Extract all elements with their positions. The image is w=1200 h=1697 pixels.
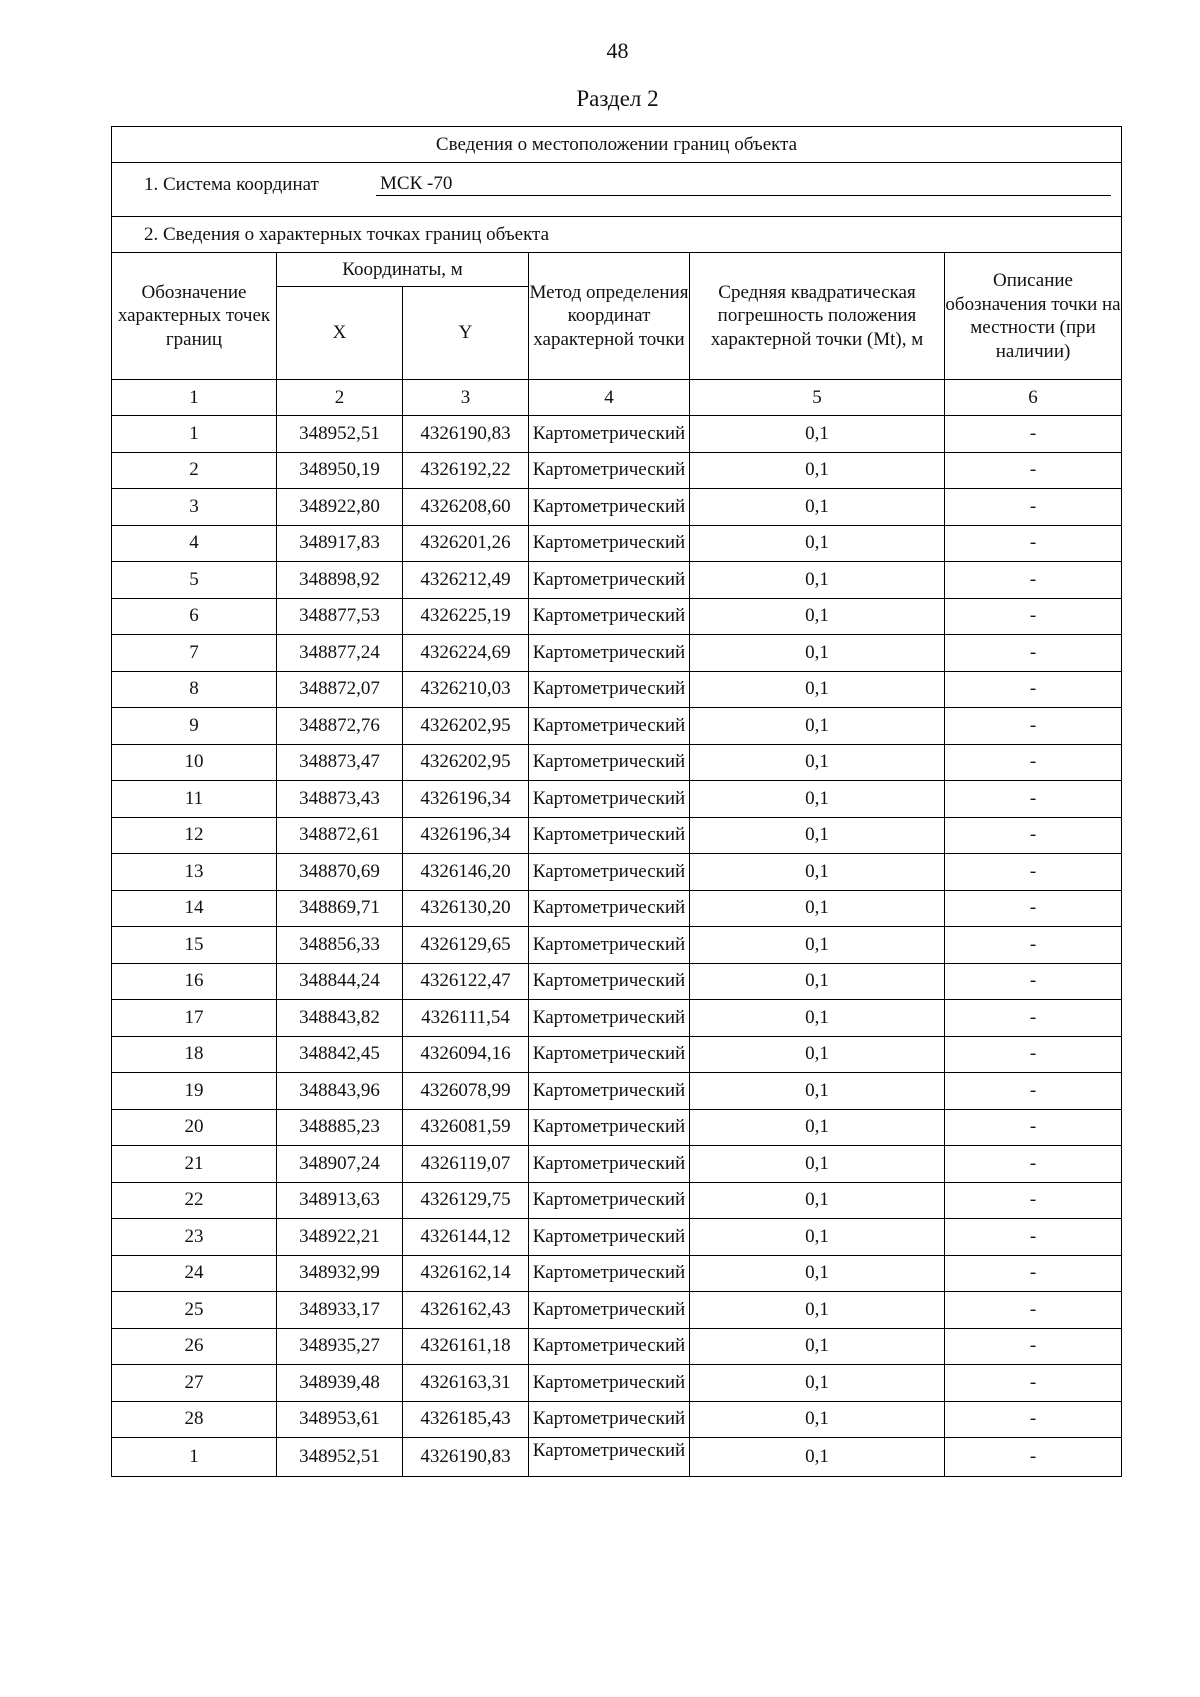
point-cell: 26 bbox=[112, 1328, 277, 1365]
description-cell: - bbox=[945, 1219, 1122, 1256]
y-coordinate-cell: 4326212,49 bbox=[403, 562, 529, 599]
description-cell: - bbox=[945, 1036, 1122, 1073]
description-cell: - bbox=[945, 854, 1122, 891]
x-coordinate-cell: 348872,61 bbox=[277, 817, 403, 854]
table-row bbox=[112, 635, 1122, 672]
description-cell: - bbox=[945, 1255, 1122, 1292]
x-coordinate-cell: 348869,71 bbox=[277, 890, 403, 927]
point-cell: 18 bbox=[112, 1036, 277, 1073]
x-coordinate-cell: 348953,61 bbox=[277, 1401, 403, 1438]
coord-system-label: 1. Система координат bbox=[144, 174, 319, 195]
table-row bbox=[112, 1292, 1122, 1329]
page-number: 48 bbox=[606, 38, 629, 63]
point-cell: 8 bbox=[112, 671, 277, 708]
header-method: Метод определения координат характерной точки bbox=[529, 253, 690, 380]
point-cell: 22 bbox=[112, 1182, 277, 1219]
y-coordinate-cell: 4326196,34 bbox=[403, 781, 529, 818]
x-coordinate-cell: 348843,82 bbox=[277, 1000, 403, 1037]
x-coordinate-cell: 348877,53 bbox=[277, 598, 403, 635]
error-cell: 0,1 bbox=[690, 708, 945, 745]
table-row bbox=[112, 1182, 1122, 1219]
method-cell: Картометрический bbox=[529, 963, 690, 1000]
y-coordinate-cell: 4326185,43 bbox=[403, 1401, 529, 1438]
description-cell: - bbox=[945, 1146, 1122, 1183]
point-cell: 13 bbox=[112, 854, 277, 891]
error-cell: 0,1 bbox=[690, 1073, 945, 1110]
x-coordinate-cell: 348877,24 bbox=[277, 635, 403, 672]
description-cell: - bbox=[945, 1073, 1122, 1110]
table-row bbox=[112, 1401, 1122, 1438]
x-coordinate-cell: 348873,47 bbox=[277, 744, 403, 781]
table-row bbox=[112, 1255, 1122, 1292]
y-coordinate-cell: 4326190,83 bbox=[403, 416, 529, 453]
point-cell: 7 bbox=[112, 635, 277, 672]
table-row bbox=[112, 562, 1122, 599]
description-cell: - bbox=[945, 817, 1122, 854]
column-number: 3 bbox=[403, 380, 529, 416]
method-cell: Картометрический bbox=[529, 744, 690, 781]
error-cell: 0,1 bbox=[690, 927, 945, 964]
description-cell: - bbox=[945, 1292, 1122, 1329]
x-coordinate-cell: 348907,24 bbox=[277, 1146, 403, 1183]
point-cell: 4 bbox=[112, 525, 277, 562]
point-cell: 10 bbox=[112, 744, 277, 781]
section-title: Раздел 2 bbox=[576, 86, 659, 111]
description-cell: - bbox=[945, 598, 1122, 635]
x-coordinate-cell: 348898,92 bbox=[277, 562, 403, 599]
method-cell: Картометрический bbox=[529, 1073, 690, 1110]
error-cell: 0,1 bbox=[690, 1109, 945, 1146]
table-row bbox=[112, 416, 1122, 453]
point-cell: 14 bbox=[112, 890, 277, 927]
column-numbers-row bbox=[112, 380, 1122, 416]
x-coordinate-cell: 348856,33 bbox=[277, 927, 403, 964]
header-description: Описание обозначения точки на местности (при наличии) bbox=[945, 253, 1122, 380]
y-coordinate-cell: 4326225,19 bbox=[403, 598, 529, 635]
method-cell: Картометрический bbox=[529, 890, 690, 927]
column-number: 6 bbox=[945, 380, 1122, 416]
method-cell: Картометрический bbox=[529, 817, 690, 854]
y-coordinate-cell: 4326210,03 bbox=[403, 671, 529, 708]
column-number: 2 bbox=[277, 380, 403, 416]
x-coordinate-cell: 348872,76 bbox=[277, 708, 403, 745]
method-cell: Картометрический bbox=[529, 781, 690, 818]
x-coordinate-cell: 348844,24 bbox=[277, 963, 403, 1000]
point-cell: 9 bbox=[112, 708, 277, 745]
point-cell: 1 bbox=[112, 1438, 277, 1477]
description-cell: - bbox=[945, 708, 1122, 745]
method-cell: Картометрический bbox=[529, 1036, 690, 1073]
error-cell: 0,1 bbox=[690, 452, 945, 489]
table-row bbox=[112, 963, 1122, 1000]
table-row bbox=[112, 489, 1122, 526]
error-cell: 0,1 bbox=[690, 489, 945, 526]
error-cell: 0,1 bbox=[690, 598, 945, 635]
table-row bbox=[112, 671, 1122, 708]
x-coordinate-cell: 348870,69 bbox=[277, 854, 403, 891]
y-coordinate-cell: 4326162,43 bbox=[403, 1292, 529, 1329]
table-row bbox=[112, 1146, 1122, 1183]
method-cell: Картометрический bbox=[529, 489, 690, 526]
x-coordinate-cell: 348935,27 bbox=[277, 1328, 403, 1365]
method-cell: Картометрический bbox=[529, 635, 690, 672]
point-cell: 25 bbox=[112, 1292, 277, 1329]
point-cell: 11 bbox=[112, 781, 277, 818]
y-coordinate-cell: 4326202,95 bbox=[403, 744, 529, 781]
method-cell: Картометрический bbox=[529, 854, 690, 891]
table-row bbox=[112, 781, 1122, 818]
point-cell: 6 bbox=[112, 598, 277, 635]
x-coordinate-cell: 348952,51 bbox=[277, 1438, 403, 1477]
method-cell: Картометрический bbox=[529, 1438, 690, 1477]
error-cell: 0,1 bbox=[690, 1182, 945, 1219]
description-cell: - bbox=[945, 1000, 1122, 1037]
y-coordinate-cell: 4326119,07 bbox=[403, 1146, 529, 1183]
table-row bbox=[112, 1365, 1122, 1402]
description-cell: - bbox=[945, 781, 1122, 818]
method-cell: Картометрический bbox=[529, 1255, 690, 1292]
method-cell: Картометрический bbox=[529, 452, 690, 489]
table-caption: Сведения о местоположении границ объекта bbox=[112, 127, 1122, 163]
description-cell: - bbox=[945, 416, 1122, 453]
point-cell: 5 bbox=[112, 562, 277, 599]
point-cell: 24 bbox=[112, 1255, 277, 1292]
description-cell: - bbox=[945, 671, 1122, 708]
boundary-points-table bbox=[111, 126, 1122, 1477]
error-cell: 0,1 bbox=[690, 963, 945, 1000]
x-coordinate-cell: 348933,17 bbox=[277, 1292, 403, 1329]
method-cell: Картометрический bbox=[529, 671, 690, 708]
y-coordinate-cell: 4326144,12 bbox=[403, 1219, 529, 1256]
error-cell: 0,1 bbox=[690, 1255, 945, 1292]
header-error: Средняя квадратическая погрешность положения характерной точки (Mt), м bbox=[690, 253, 945, 380]
x-coordinate-cell: 348922,80 bbox=[277, 489, 403, 526]
table-row bbox=[112, 708, 1122, 745]
error-cell: 0,1 bbox=[690, 1401, 945, 1438]
method-cell: Картометрический bbox=[529, 562, 690, 599]
y-coordinate-cell: 4326196,34 bbox=[403, 817, 529, 854]
y-coordinate-cell: 4326081,59 bbox=[403, 1109, 529, 1146]
points-section-title: 2. Сведения о характерных точках границ объекта bbox=[112, 217, 1122, 253]
table-row bbox=[112, 854, 1122, 891]
description-cell: - bbox=[945, 1109, 1122, 1146]
description-cell: - bbox=[945, 452, 1122, 489]
y-coordinate-cell: 4326129,65 bbox=[403, 927, 529, 964]
header-coordinates: Координаты, м bbox=[277, 253, 529, 287]
method-cell: Картометрический bbox=[529, 1328, 690, 1365]
x-coordinate-cell: 348843,96 bbox=[277, 1073, 403, 1110]
description-cell: - bbox=[945, 1365, 1122, 1402]
table-row bbox=[112, 452, 1122, 489]
y-coordinate-cell: 4326122,47 bbox=[403, 963, 529, 1000]
description-cell: - bbox=[945, 562, 1122, 599]
error-cell: 0,1 bbox=[690, 1438, 945, 1477]
method-cell: Картометрический bbox=[529, 927, 690, 964]
point-cell: 3 bbox=[112, 489, 277, 526]
error-cell: 0,1 bbox=[690, 1146, 945, 1183]
error-cell: 0,1 bbox=[690, 1000, 945, 1037]
error-cell: 0,1 bbox=[690, 781, 945, 818]
y-coordinate-cell: 4326129,75 bbox=[403, 1182, 529, 1219]
error-cell: 0,1 bbox=[690, 854, 945, 891]
x-coordinate-cell: 348873,43 bbox=[277, 781, 403, 818]
description-cell: - bbox=[945, 1438, 1122, 1477]
table-row bbox=[112, 1000, 1122, 1037]
y-coordinate-cell: 4326146,20 bbox=[403, 854, 529, 891]
error-cell: 0,1 bbox=[690, 416, 945, 453]
method-cell: Картометрический bbox=[529, 708, 690, 745]
point-cell: 15 bbox=[112, 927, 277, 964]
method-cell: Картометрический bbox=[529, 1292, 690, 1329]
point-cell: 20 bbox=[112, 1109, 277, 1146]
error-cell: 0,1 bbox=[690, 1292, 945, 1329]
description-cell: - bbox=[945, 963, 1122, 1000]
description-cell: - bbox=[945, 927, 1122, 964]
table-row bbox=[112, 598, 1122, 635]
table-row bbox=[112, 1219, 1122, 1256]
point-cell: 27 bbox=[112, 1365, 277, 1402]
y-coordinate-cell: 4326208,60 bbox=[403, 489, 529, 526]
method-cell: Картометрический bbox=[529, 416, 690, 453]
y-coordinate-cell: 4326163,31 bbox=[403, 1365, 529, 1402]
error-cell: 0,1 bbox=[690, 1219, 945, 1256]
x-coordinate-cell: 348842,45 bbox=[277, 1036, 403, 1073]
method-cell: Картометрический bbox=[529, 1401, 690, 1438]
y-coordinate-cell: 4326094,16 bbox=[403, 1036, 529, 1073]
point-cell: 1 bbox=[112, 416, 277, 453]
table-row bbox=[112, 817, 1122, 854]
y-coordinate-cell: 4326190,83 bbox=[403, 1438, 529, 1477]
method-cell: Картометрический bbox=[529, 1000, 690, 1037]
y-coordinate-cell: 4326192,22 bbox=[403, 452, 529, 489]
y-coordinate-cell: 4326078,99 bbox=[403, 1073, 529, 1110]
method-cell: Картометрический bbox=[529, 1146, 690, 1183]
y-coordinate-cell: 4326224,69 bbox=[403, 635, 529, 672]
error-cell: 0,1 bbox=[690, 1036, 945, 1073]
column-number: 1 bbox=[112, 380, 277, 416]
column-number: 5 bbox=[690, 380, 945, 416]
method-cell: Картометрический bbox=[529, 598, 690, 635]
y-coordinate-cell: 4326130,20 bbox=[403, 890, 529, 927]
error-cell: 0,1 bbox=[690, 890, 945, 927]
description-cell: - bbox=[945, 744, 1122, 781]
point-cell: 17 bbox=[112, 1000, 277, 1037]
table-row bbox=[112, 1328, 1122, 1365]
error-cell: 0,1 bbox=[690, 562, 945, 599]
x-coordinate-cell: 348872,07 bbox=[277, 671, 403, 708]
point-cell: 19 bbox=[112, 1073, 277, 1110]
x-coordinate-cell: 348922,21 bbox=[277, 1219, 403, 1256]
point-cell: 28 bbox=[112, 1401, 277, 1438]
coord-system-value: МСК -70 bbox=[376, 173, 1111, 196]
description-cell: - bbox=[945, 635, 1122, 672]
method-cell: Картометрический bbox=[529, 525, 690, 562]
y-coordinate-cell: 4326162,14 bbox=[403, 1255, 529, 1292]
table-row bbox=[112, 525, 1122, 562]
header-x: X bbox=[277, 287, 403, 380]
point-cell: 16 bbox=[112, 963, 277, 1000]
y-coordinate-cell: 4326202,95 bbox=[403, 708, 529, 745]
x-coordinate-cell: 348932,99 bbox=[277, 1255, 403, 1292]
header-y: Y bbox=[403, 287, 529, 380]
error-cell: 0,1 bbox=[690, 817, 945, 854]
table-row bbox=[112, 1109, 1122, 1146]
column-number: 4 bbox=[529, 380, 690, 416]
header-designation: Обозначение характерных точек границ bbox=[112, 253, 277, 380]
method-cell: Картометрический bbox=[529, 1109, 690, 1146]
table-row bbox=[112, 744, 1122, 781]
x-coordinate-cell: 348913,63 bbox=[277, 1182, 403, 1219]
coord-system-row bbox=[112, 163, 1122, 217]
description-cell: - bbox=[945, 525, 1122, 562]
description-cell: - bbox=[945, 1401, 1122, 1438]
description-cell: - bbox=[945, 489, 1122, 526]
error-cell: 0,1 bbox=[690, 1328, 945, 1365]
method-cell: Картометрический bbox=[529, 1182, 690, 1219]
table-row bbox=[112, 1438, 1122, 1477]
x-coordinate-cell: 348952,51 bbox=[277, 416, 403, 453]
table-row bbox=[112, 927, 1122, 964]
table-row bbox=[112, 1036, 1122, 1073]
method-cell: Картометрический bbox=[529, 1365, 690, 1402]
y-coordinate-cell: 4326111,54 bbox=[403, 1000, 529, 1037]
description-cell: - bbox=[945, 890, 1122, 927]
description-cell: - bbox=[945, 1182, 1122, 1219]
y-coordinate-cell: 4326201,26 bbox=[403, 525, 529, 562]
point-cell: 12 bbox=[112, 817, 277, 854]
error-cell: 0,1 bbox=[690, 1365, 945, 1402]
table-row bbox=[112, 890, 1122, 927]
point-cell: 21 bbox=[112, 1146, 277, 1183]
error-cell: 0,1 bbox=[690, 671, 945, 708]
method-cell: Картометрический bbox=[529, 1219, 690, 1256]
point-cell: 2 bbox=[112, 452, 277, 489]
x-coordinate-cell: 348950,19 bbox=[277, 452, 403, 489]
error-cell: 0,1 bbox=[690, 525, 945, 562]
y-coordinate-cell: 4326161,18 bbox=[403, 1328, 529, 1365]
x-coordinate-cell: 348917,83 bbox=[277, 525, 403, 562]
x-coordinate-cell: 348885,23 bbox=[277, 1109, 403, 1146]
table-row bbox=[112, 1073, 1122, 1110]
error-cell: 0,1 bbox=[690, 635, 945, 672]
description-cell: - bbox=[945, 1328, 1122, 1365]
error-cell: 0,1 bbox=[690, 744, 945, 781]
point-cell: 23 bbox=[112, 1219, 277, 1256]
x-coordinate-cell: 348939,48 bbox=[277, 1365, 403, 1402]
